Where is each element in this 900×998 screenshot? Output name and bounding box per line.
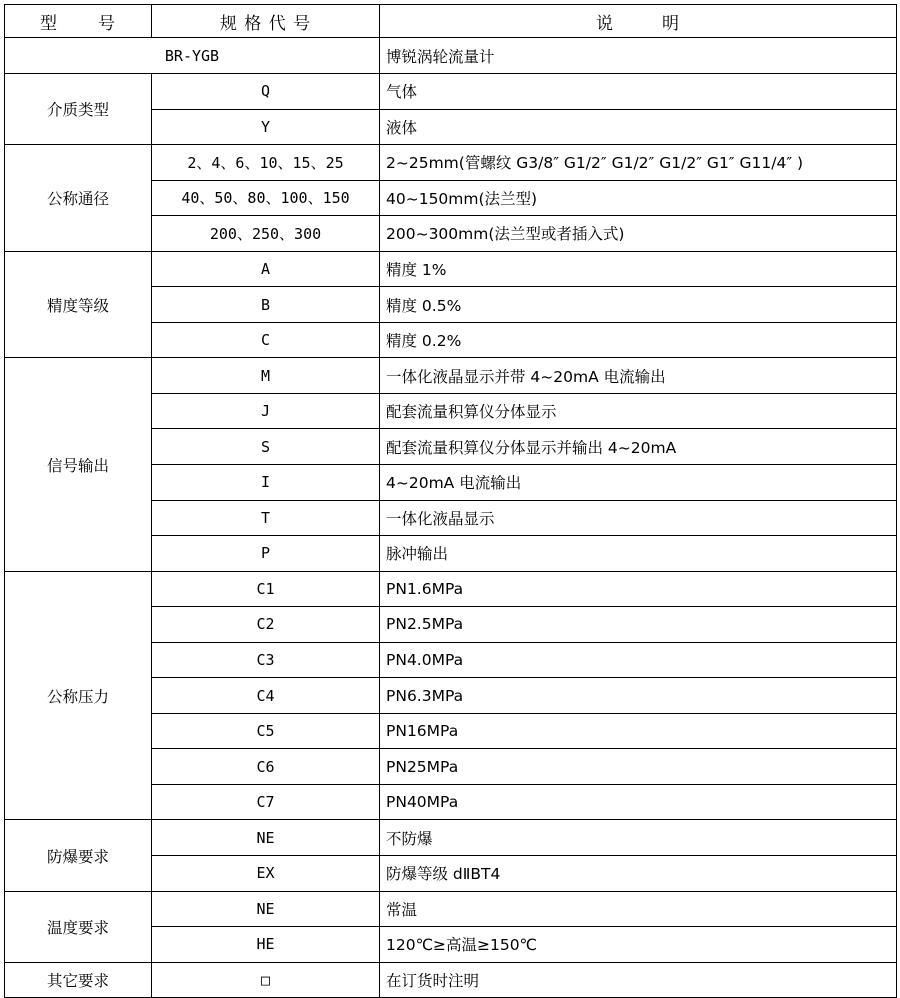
spec-code: C5 bbox=[152, 713, 380, 749]
group-name: 其它要求 bbox=[5, 962, 152, 998]
spec-code: C2 bbox=[152, 607, 380, 643]
group-name: 温度要求 bbox=[5, 891, 152, 962]
spec-description: 配套流量积算仪分体显示并输出 4~20mA bbox=[380, 429, 897, 465]
group-name: 公称压力 bbox=[5, 571, 152, 820]
spec-description: 精度 0.5% bbox=[380, 287, 897, 323]
spec-description: 常温 bbox=[380, 891, 897, 927]
spec-code: C1 bbox=[152, 571, 380, 607]
spec-description: PN6.3MPa bbox=[380, 678, 897, 714]
spec-description: 120℃≥高温≥150℃ bbox=[380, 927, 897, 963]
spec-code: HE bbox=[152, 927, 380, 963]
header-type: 型 号 bbox=[5, 5, 152, 38]
spec-code: C4 bbox=[152, 678, 380, 714]
spec-description: PN40MPa bbox=[380, 784, 897, 820]
spec-row bbox=[5, 74, 897, 110]
model-code: BR-YGB bbox=[5, 38, 380, 74]
spec-code: NE bbox=[152, 820, 380, 856]
spec-table bbox=[4, 4, 897, 998]
spec-description: PN4.0MPa bbox=[380, 642, 897, 678]
spec-description: 4~20mA 电流输出 bbox=[380, 465, 897, 501]
spec-code: C3 bbox=[152, 642, 380, 678]
group-name: 公称通径 bbox=[5, 145, 152, 252]
spec-description: PN16MPa bbox=[380, 713, 897, 749]
spec-code: Q bbox=[152, 74, 380, 110]
spec-row bbox=[5, 820, 897, 856]
spec-code: J bbox=[152, 393, 380, 429]
spec-description: 2~25mm(管螺纹 G3/8″ G1/2″ G1/2″ G1/2″ G1″ G11/4″ ) bbox=[380, 145, 897, 181]
spec-code: A bbox=[152, 251, 380, 287]
spec-description: 40~150mm(法兰型) bbox=[380, 180, 897, 216]
spec-code: C6 bbox=[152, 749, 380, 785]
spec-description: 防爆等级 dⅡBT4 bbox=[380, 856, 897, 892]
spec-description: PN25MPa bbox=[380, 749, 897, 785]
spec-code: B bbox=[152, 287, 380, 323]
spec-description: 一体化液晶显示 bbox=[380, 500, 897, 536]
spec-description: 200~300mm(法兰型或者插入式) bbox=[380, 216, 897, 252]
spec-description: PN1.6MPa bbox=[380, 571, 897, 607]
spec-code: P bbox=[152, 536, 380, 572]
spec-code: M bbox=[152, 358, 380, 394]
group-name: 信号输出 bbox=[5, 358, 152, 571]
spec-row bbox=[5, 358, 897, 394]
spec-row bbox=[5, 145, 897, 181]
group-name: 防爆要求 bbox=[5, 820, 152, 891]
spec-code: S bbox=[152, 429, 380, 465]
header-row bbox=[5, 5, 897, 38]
spec-row bbox=[5, 891, 897, 927]
spec-code: EX bbox=[152, 856, 380, 892]
spec-code: □ bbox=[152, 962, 380, 998]
spec-description: 配套流量积算仪分体显示 bbox=[380, 393, 897, 429]
header-description: 说 明 bbox=[380, 5, 897, 38]
spec-description: 脉冲输出 bbox=[380, 536, 897, 572]
spec-code: 40、50、80、100、150 bbox=[152, 180, 380, 216]
spec-code: I bbox=[152, 465, 380, 501]
spec-code: Y bbox=[152, 109, 380, 145]
model-description: 博锐涡轮流量计 bbox=[380, 38, 897, 74]
spec-description: 液体 bbox=[380, 109, 897, 145]
spec-description: 精度 0.2% bbox=[380, 322, 897, 358]
spec-row bbox=[5, 962, 897, 998]
spec-row bbox=[5, 251, 897, 287]
group-name: 精度等级 bbox=[5, 251, 152, 358]
spec-code: C bbox=[152, 322, 380, 358]
spec-code: 2、4、6、10、15、25 bbox=[152, 145, 380, 181]
spec-description: 在订货时注明 bbox=[380, 962, 897, 998]
spec-code: C7 bbox=[152, 784, 380, 820]
spec-description: 精度 1% bbox=[380, 251, 897, 287]
group-name: 介质类型 bbox=[5, 74, 152, 145]
model-row bbox=[5, 38, 897, 74]
header-spec-code: 规 格 代 号 bbox=[152, 5, 380, 38]
spec-code: NE bbox=[152, 891, 380, 927]
spec-code: T bbox=[152, 500, 380, 536]
spec-row bbox=[5, 571, 897, 607]
spec-description: 一体化液晶显示并带 4~20mA 电流输出 bbox=[380, 358, 897, 394]
spec-description: PN2.5MPa bbox=[380, 607, 897, 643]
spec-description: 不防爆 bbox=[380, 820, 897, 856]
spec-code: 200、250、300 bbox=[152, 216, 380, 252]
spec-description: 气体 bbox=[380, 74, 897, 110]
